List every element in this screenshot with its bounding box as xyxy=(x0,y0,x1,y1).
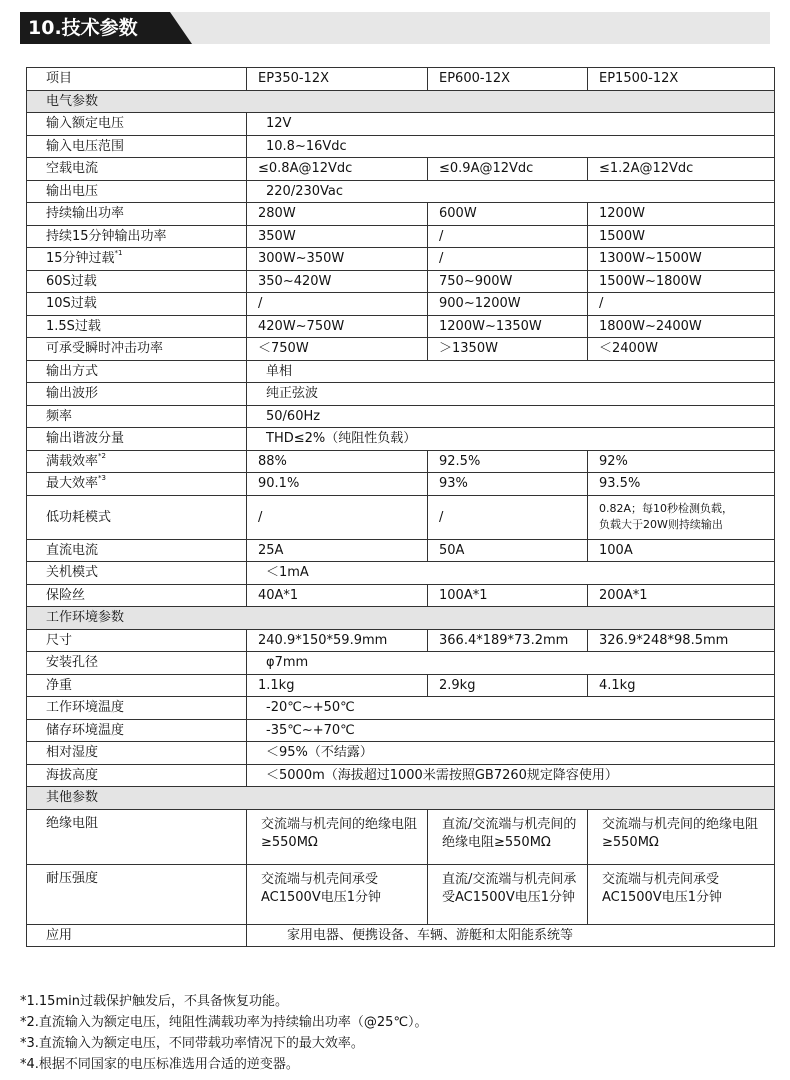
cell-ep1500: 1200W xyxy=(588,203,775,226)
col-header-ep350: EP350-12X xyxy=(247,68,428,91)
table-row xyxy=(27,270,775,293)
row-label: 输出电压 xyxy=(27,180,247,203)
table-row xyxy=(27,248,775,271)
table-row xyxy=(27,674,775,697)
row-label: 输入电压范围 xyxy=(27,135,247,158)
cell-ep350: 40A*1 xyxy=(247,584,428,607)
row-value: -35℃~+70℃ xyxy=(247,719,775,742)
row-value: THD≤2%（纯阻性负载） xyxy=(247,428,775,451)
row-value: ＜95%（不结露） xyxy=(247,742,775,765)
row-label: 空载电流 xyxy=(27,158,247,181)
footnote-mark: *1 xyxy=(114,249,123,258)
cell-ep1500: 326.9*248*98.5mm xyxy=(588,629,775,652)
table-row xyxy=(27,135,775,158)
cell-ep600: 直流/交流端与机壳间承受AC1500V电压1分钟 xyxy=(428,864,588,924)
section-title: 10.技术参数 xyxy=(28,17,138,39)
cell-ep350: 350W xyxy=(247,225,428,248)
cell-ep350: / xyxy=(247,495,428,539)
col-header-ep600: EP600-12X xyxy=(428,68,588,91)
footnote: *2.直流输入为额定电压，纯阻性满载功率为持续输出功率（@25℃）。 xyxy=(20,1015,428,1030)
table-row xyxy=(27,405,775,428)
cell-ep600: 直流/交流端与机壳间的绝缘电阻≥550MΩ xyxy=(428,809,588,864)
footnote: *4.根据不同国家的电压标准选用合适的逆变器。 xyxy=(20,1057,299,1072)
cell-ep350: 25A xyxy=(247,539,428,562)
table-header-row xyxy=(27,68,775,91)
row-label: 绝缘电阻 xyxy=(27,809,247,864)
cell-ep600: 100A*1 xyxy=(428,584,588,607)
cell-ep350: / xyxy=(247,293,428,316)
cell-ep600: ≤0.9A@12Vdc xyxy=(428,158,588,181)
table-row xyxy=(27,562,775,585)
row-label: 工作环境温度 xyxy=(27,697,247,720)
row-label: 直流电流 xyxy=(27,539,247,562)
table-row xyxy=(27,629,775,652)
row-label: 频率 xyxy=(27,405,247,428)
table-row xyxy=(27,158,775,181)
cell-ep600: / xyxy=(428,248,588,271)
label-text: 15分钟过载 xyxy=(46,251,115,267)
section-header xyxy=(20,12,770,44)
section-label: 电气参数 xyxy=(27,90,775,113)
footnote: *3.直流输入为额定电压，不同带载功率情况下的最大效率。 xyxy=(20,1036,364,1051)
cell-ep600: / xyxy=(428,495,588,539)
cell-ep1500: 93.5% xyxy=(588,473,775,496)
cell-line: 0.82A；每10秒检测负载， xyxy=(599,502,734,515)
cell-ep600: 750~900W xyxy=(428,270,588,293)
table-row xyxy=(27,719,775,742)
row-value: ＜1mA xyxy=(247,562,775,585)
cell-ep1500: / xyxy=(588,293,775,316)
table-row xyxy=(27,864,775,924)
row-label: 尺寸 xyxy=(27,629,247,652)
row-label: 持续输出功率 xyxy=(27,203,247,226)
table-row xyxy=(27,338,775,361)
footnote: *1.15min过载保护触发后，不具备恢复功能。 xyxy=(20,994,288,1009)
cell-ep350: 240.9*150*59.9mm xyxy=(247,629,428,652)
row-label xyxy=(27,473,247,496)
table-row xyxy=(27,809,775,864)
row-label xyxy=(27,248,247,271)
spec-table xyxy=(26,67,775,947)
row-label: 持续15分钟输出功率 xyxy=(27,225,247,248)
cell-ep350: 350~420W xyxy=(247,270,428,293)
table-row xyxy=(27,360,775,383)
cell-ep1500: 4.1kg xyxy=(588,674,775,697)
table-row xyxy=(27,180,775,203)
cell-ep1500 xyxy=(588,495,775,539)
table-row xyxy=(27,315,775,338)
section-label: 其他参数 xyxy=(27,787,775,810)
row-label: 输出波形 xyxy=(27,383,247,406)
row-label: 保险丝 xyxy=(27,584,247,607)
label-text: 满载效率 xyxy=(46,453,99,469)
cell-ep1500: 92% xyxy=(588,450,775,473)
cell-line: 负载大于20W则持续输出 xyxy=(599,518,723,531)
footnotes xyxy=(20,991,770,1075)
cell-ep1500: 100A xyxy=(588,539,775,562)
cell-ep350: 交流端与机壳间的绝缘电阻≥550MΩ xyxy=(247,809,428,864)
table-row xyxy=(27,742,775,765)
row-label: 可承受瞬时冲击功率 xyxy=(27,338,247,361)
row-value: 220/230Vac xyxy=(247,180,775,203)
row-label: 60S过载 xyxy=(27,270,247,293)
cell-ep350: ≤0.8A@12Vdc xyxy=(247,158,428,181)
row-label: 相对湿度 xyxy=(27,742,247,765)
cell-ep600: 92.5% xyxy=(428,450,588,473)
cell-ep350: 280W xyxy=(247,203,428,226)
row-label: 10S过载 xyxy=(27,293,247,316)
cell-ep1500: 1500W~1800W xyxy=(588,270,775,293)
cell-ep350: 420W~750W xyxy=(247,315,428,338)
row-label: 储存环境温度 xyxy=(27,719,247,742)
cell-ep350: ＜750W xyxy=(247,338,428,361)
cell-ep600: 600W xyxy=(428,203,588,226)
row-label: 海拔高度 xyxy=(27,764,247,787)
row-value: 12V xyxy=(247,113,775,136)
row-value: 纯正弦波 xyxy=(247,383,775,406)
row-label: 输出谐波分量 xyxy=(27,428,247,451)
cell-ep350: 90.1% xyxy=(247,473,428,496)
row-value: φ7mm xyxy=(247,652,775,675)
row-label: 低功耗模式 xyxy=(27,495,247,539)
row-label: 输入额定电压 xyxy=(27,113,247,136)
table-row xyxy=(27,293,775,316)
cell-ep350: 88% xyxy=(247,450,428,473)
cell-ep600: 2.9kg xyxy=(428,674,588,697)
cell-ep600: 1200W~1350W xyxy=(428,315,588,338)
row-label: 1.5S过载 xyxy=(27,315,247,338)
table-row xyxy=(27,450,775,473)
footnote-mark: *3 xyxy=(98,474,106,483)
cell-ep1500: ＜2400W xyxy=(588,338,775,361)
table-row xyxy=(27,383,775,406)
cell-ep600: / xyxy=(428,225,588,248)
table-row xyxy=(27,764,775,787)
table-row xyxy=(27,203,775,226)
cell-ep600: 900~1200W xyxy=(428,293,588,316)
table-row xyxy=(27,539,775,562)
cell-ep600: 50A xyxy=(428,539,588,562)
cell-ep1500: 1800W~2400W xyxy=(588,315,775,338)
table-row xyxy=(27,584,775,607)
cell-ep600: 366.4*189*73.2mm xyxy=(428,629,588,652)
footnote-mark: *2 xyxy=(98,451,106,460)
row-value: -20℃~+50℃ xyxy=(247,697,775,720)
section-row-other xyxy=(27,787,775,810)
row-label xyxy=(27,450,247,473)
table-row xyxy=(27,113,775,136)
table-row xyxy=(27,225,775,248)
row-label: 输出方式 xyxy=(27,360,247,383)
row-label: 耐压强度 xyxy=(27,864,247,924)
row-label: 净重 xyxy=(27,674,247,697)
row-value: 50/60Hz xyxy=(247,405,775,428)
row-value: 家用电器、便携设备、车辆、游艇和太阳能系统等 xyxy=(247,924,775,947)
col-header-ep1500: EP1500-12X xyxy=(588,68,775,91)
row-value: ＜5000m（海拔超过1000米需按照GB7260规定降容使用） xyxy=(247,764,775,787)
cell-ep350: 300W~350W xyxy=(247,248,428,271)
cell-ep1500: 交流端与机壳间承受AC1500V电压1分钟 xyxy=(588,864,775,924)
table-row xyxy=(27,697,775,720)
cell-ep1500: 1500W xyxy=(588,225,775,248)
cell-ep350: 1.1kg xyxy=(247,674,428,697)
section-label: 工作环境参数 xyxy=(27,607,775,630)
cell-ep600: ＞1350W xyxy=(428,338,588,361)
section-row-environment xyxy=(27,607,775,630)
cell-ep1500: ≤1.2A@12Vdc xyxy=(588,158,775,181)
table-row xyxy=(27,428,775,451)
cell-ep350: 交流端与机壳间承受AC1500V电压1分钟 xyxy=(247,864,428,924)
table-row xyxy=(27,924,775,947)
table-row xyxy=(27,473,775,496)
col-header-item: 项目 xyxy=(27,68,247,91)
cell-ep1500: 200A*1 xyxy=(588,584,775,607)
row-label: 关机模式 xyxy=(27,562,247,585)
row-value: 10.8~16Vdc xyxy=(247,135,775,158)
row-label: 应用 xyxy=(27,924,247,947)
table-row xyxy=(27,652,775,675)
cell-ep600: 93% xyxy=(428,473,588,496)
cell-ep1500: 1300W~1500W xyxy=(588,248,775,271)
table-row xyxy=(27,495,775,539)
label-text: 最大效率 xyxy=(46,476,99,492)
section-row-electrical xyxy=(27,90,775,113)
cell-ep1500: 交流端与机壳间的绝缘电阻≥550MΩ xyxy=(588,809,775,864)
row-value: 单相 xyxy=(247,360,775,383)
row-label: 安装孔径 xyxy=(27,652,247,675)
